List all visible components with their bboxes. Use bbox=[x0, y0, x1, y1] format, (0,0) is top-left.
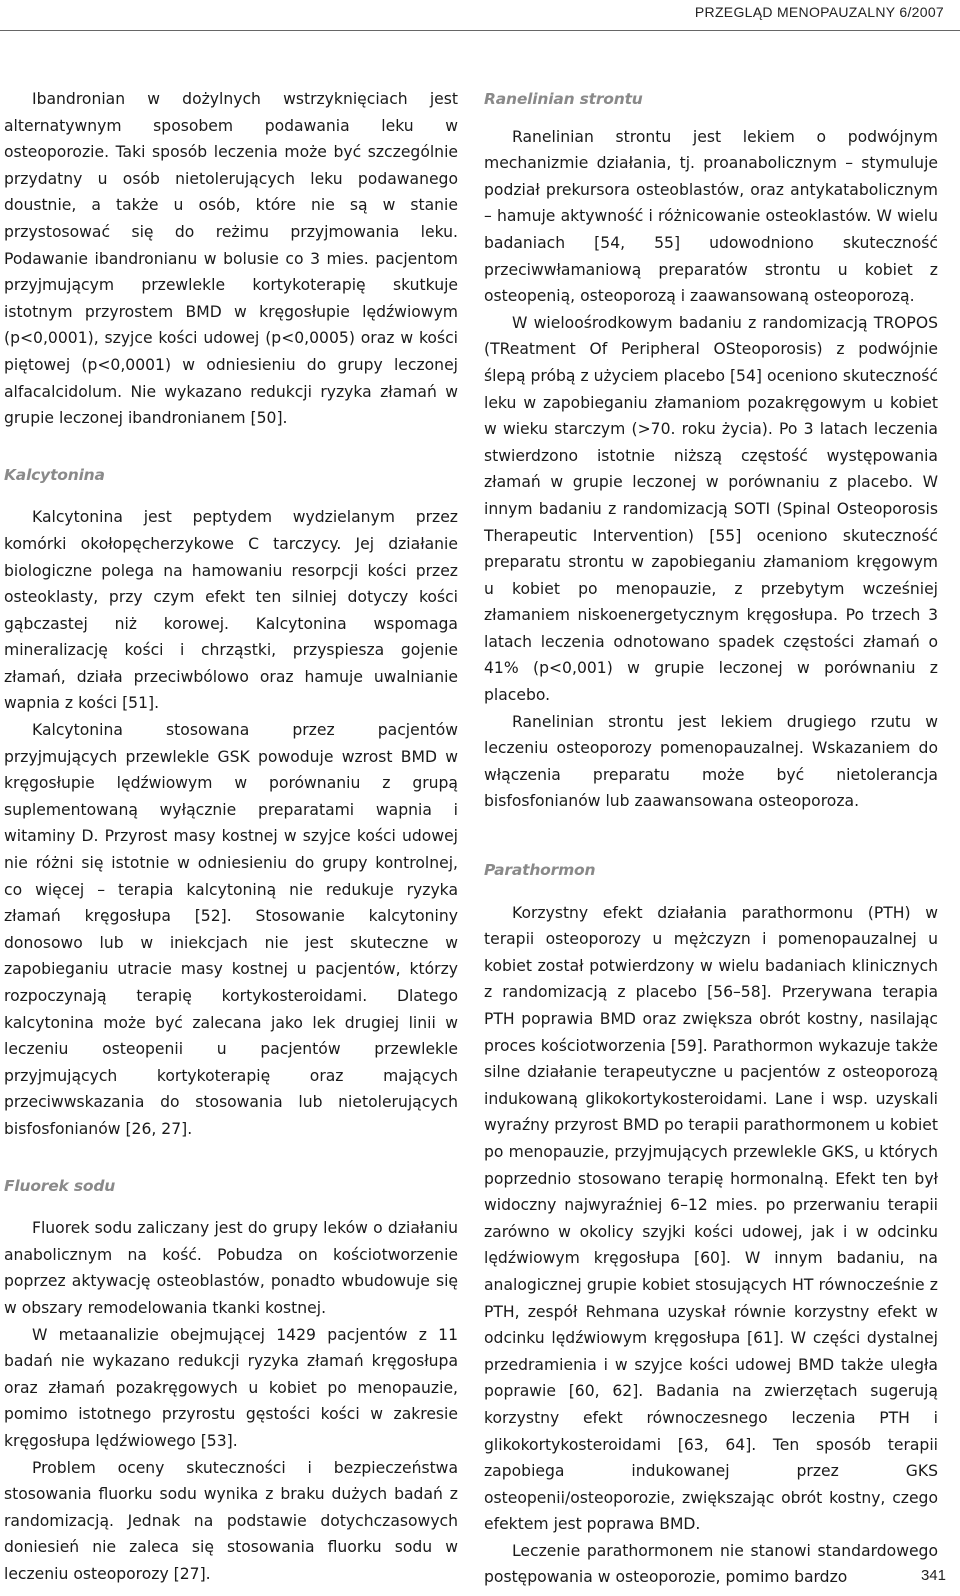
paragraph-parathormon-2: Leczenie parathormonem nie stanowi standardowego postępowania w osteoporozie, pomimo bardzo bbox=[484, 1541, 938, 1587]
section-heading-fluorek-sodu: Fluorek sodu bbox=[4, 1176, 116, 1195]
page-number: 341 bbox=[920, 1567, 946, 1584]
paragraph-fluorek-1: Fluorek sodu zaliczany jest do grupy leków o działaniu anabolicznym na kość. Pobudza on kościotworzenie poprzez aktywację osteoblastów, ponadto wbudowuje się w obszary remodelowania tkanki kostnej. bbox=[4, 1219, 458, 1317]
section-heading-ranelinian-strontu: Ranelinian strontu bbox=[484, 90, 643, 108]
section-heading-kalcytonina: Kalcytonina bbox=[4, 465, 105, 484]
paragraph-parathormon-1: Korzystny efekt działania parathormonu (PTH) w terapii osteoporozy u mężczyzn i pomenopauzalnej u kobiet został potwierdzony w wielu badaniach klinicznych z randomizacją z placebo [56–58]. Przerywana terapia PTH poprawia BMD oraz zwiększa obrót kostny, nasilając proces kościotworzenia [59]. Parathormon wykazuje także silne działanie terapeutyczne u pacjentów z osteoporozą indukowaną glikokortykosteroidami. Lane i wsp. uzyskali wyraźny przyrost BMD po terapii parathormonem u kobiet po menopauzie, przyjmujących przewlekle GKS, u których poprzednio stosowano terapię hormonalną. Efekt ten był widoczny najwyraźniej 6–12 mies. po przerwaniu terapii zarówno w okolicy szyjki kości udowej, jak i w odcinku lędźwiowym kręgosłupa [60]. W innym badaniu, na analogicznej grupie kobiet stosujących HT równocześnie z PTH, zespół Rehmana uzyskał równie korzystny efekt w odcinku lędźwiowym kręgosłupa [61]. W części dystalnej przedramienia i w szyjce kości udowej BMD także uległa poprawie [60, 62]. Badania na zwierzętach sugerują korzystny efekt równoczesnego leczenia PTH i glikokortykosteroidami [63, 64]. Ten sposób terapii zapobiega indukowanej przez GKS osteopenii/osteoporozie, zwiększając obrót kostny, czego efektem jest poprawa BMD. bbox=[484, 903, 938, 1534]
paragraph-kalcytonina-2: Kalcytonina stosowana przez pacjentów przyjmujących przewlekle GSK powoduje wzrost BMD w kręgosłupie lędźwiowym w porównaniu z grupą suplementowaną wyłącznie preparatami wapnia i witaminy D. Przyrost masy kostnej w szyjce kości udowej nie różni się istotnie w odniesieniu do grupy kontrolnej, co więcej – terapia kalcytoniną nie redukuje ryzyka złamań kręgosłupa [52]. Stosowanie kalcytoniny donosowo lub w iniekcjach nie jest skuteczne w zapobieganiu utracie masy kostnej u pacjentów, którzy rozpoczynają terapię kortykosteroidami. Dlatego kalcytonina może być zalecana jako lek drugiej linii w leczeniu osteopenii u pacjentów przewlekle przyjmujących kortykoterapię oraz mających przeciwwskazania do stosowania lub nietolerujących bisfosfonianów [26, 27]. bbox=[4, 721, 458, 1138]
section-heading-parathormon: Parathormon bbox=[484, 861, 596, 880]
paragraph-kalcytonina-1: Kalcytonina jest peptydem wydzielanym przez komórki okołopęcherzykowe C tarczycy. Jej działanie biologiczne polega na hamowaniu resorpcji kości przez osteoklasty, przy czym efekt ten silniej dotyczy kości gąbczastej niż korowej. Kalcytonina wspomaga mineralizację kości i chrząstki, przyspiesza gojenie złamań, działa przeciwbólowo oraz hamuje uwalnianie wapnia z kości [51]. bbox=[4, 508, 458, 713]
paragraph-fluorek-3: Problem oceny skuteczności i bezpieczeństwa stosowania fluorku sodu wynika z braku dużych badań z randomizacją. Jednak na podstawie dotychczasowych doniesień nie zaleca się stosowania fluorku sodu w leczeniu osteoporozy [27]. bbox=[4, 1458, 458, 1583]
paragraph-ibandronian: Ibandronian w dożylnych wstrzyknięciach jest alternatywnym sposobem podawania leku w osteoporozie. Taki sposób leczenia może być szczególnie przydatny u osób nietolerujących leku podawanego doustnie, a także u osób, które nie są w stanie przystosować się do reżimu przyjmowania leku. Podawanie ibandronianu w bolusie co 3 mies. pacjentom przyjmującym przewlekle kortykoterapię skutkuje istotnym przyrostem BMD w kręgosłupie lędźwiowym (p<0,0001), szyjce kości udowej (p<0,0005) oraz w kości piętowej (p<0,0001) w odniesieniu do grupy leczonej alfacalcidolum. Nie wykazano redukcji ryzyka złamań w grupie leczonej ibandronianem [50]. bbox=[4, 90, 458, 428]
journal-title: PRZEGLĄD MENOPAUZALNY 6/2007 bbox=[694, 4, 944, 20]
running-header bbox=[0, 0, 960, 31]
left-column bbox=[4, 86, 458, 1587]
paragraph-ranelinian-3: Ranelinian strontu jest lekiem drugiego rzutu w leczeniu osteoporozy pomenopauzalnej. Wskazaniem do włączenia preparatu może być nietolerancja bisfosfonianów lub zaawansowana osteoporoza. bbox=[484, 712, 938, 811]
paragraph-ranelinian-2: W wieloośrodkowym badaniu z randomizacją TROPOS (TReatment Of Peripheral OSteoporosis) z podwójnie ślepą próbą z użyciem placebo [54] oceniono skuteczność leku w zapobieganiu złamaniom pozakręgowym u kobiet w wieku starczym (>70. roku życia). Po 3 latach leczenia stwierdzono istotnie niższą częstość występowania złamań w grupie leczonej w porównaniu z placebo. W innym badaniu z randomizacją SOTI (Spinal Osteoporosis Therapeutic Intervention) [55] oceniono skuteczność preparatu strontu w zapobieganiu złamaniom kręgowym u kobiet po menopauzie, z przebytym wcześniej złamaniem niskoenergetycznym kręgosłupa. Po trzech 3 latach leczenia odnotowano spadek częstości złamań o 41% (p<0,001) w grupie leczonej w porównaniu z placebo. bbox=[484, 313, 938, 705]
paragraph-fluorek-2: W metaanalizie obejmującej 1429 pacjentów z 11 badań nie wykazano redukcji ryzyka złamań kręgosłupa oraz złamań pozakręgowych u kobiet po menopauzie, pomimo istotnego przyrostu gęstości kości w zakresie kręgosłupa lędźwiowego [53]. bbox=[4, 1325, 458, 1450]
right-column bbox=[484, 86, 938, 1591]
paragraph-ranelinian-1: Ranelinian strontu jest lekiem o podwójnym mechanizmie działania, tj. proanabolicznym – stymuluje podział prekursora osteoblastów, oraz antykatabolicznym – hamuje aktywność i różnicowanie osteoklastów. W wielu badaniach [54, 55] udowodniono skuteczność przeciwwłamaniową preparatów strontu u kobiet z osteopenią, osteoporozą i zaawansowaną osteoporozą. bbox=[484, 127, 938, 306]
